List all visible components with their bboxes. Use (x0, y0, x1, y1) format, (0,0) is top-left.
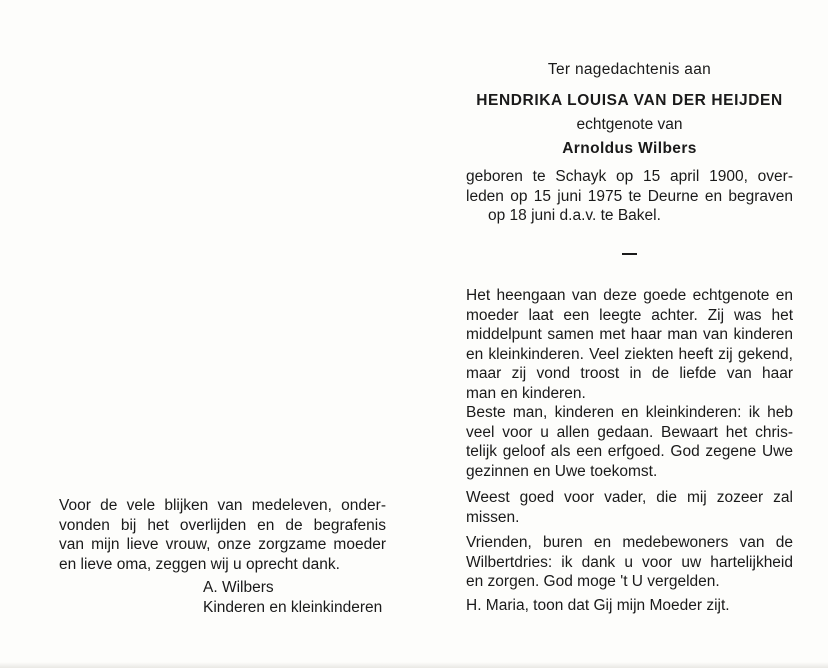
divider (622, 253, 637, 255)
message-paragraph (466, 488, 793, 527)
signature-line: Kinderen en kleinkinderen (203, 598, 383, 616)
biography (466, 167, 793, 226)
spouse-name: Arnoldus Wilbers (562, 140, 697, 157)
signature-block (203, 578, 403, 617)
message-paragraph (466, 403, 793, 481)
thank-you-note (59, 496, 386, 574)
signature-line: A. Wilbers (203, 579, 274, 596)
bio-line: op 18 juni d.a.v. te Bakel. (488, 207, 661, 224)
intro-line: Ter nagedachtenis aan (547, 61, 712, 78)
deceased-name: HENDRIKA LOUISA VAN DER HEIJDEN (476, 92, 783, 109)
text-line: middelpunt samen met haar man van kinderen (466, 326, 793, 343)
text-line: telijk geloof als een erfgoed. God zegene Uwe (466, 443, 793, 460)
text-line: Voor de vele blijken van medeleven, onder- (59, 497, 386, 514)
text-line: H. Maria, toon dat Gij mijn Moeder zijt. (466, 597, 730, 614)
bio-line: leden op 15 juni 1975 te Deurne en begraven (466, 187, 793, 205)
text-line: gezinnen en Uwe toekomst. (466, 462, 658, 480)
message-paragraph (466, 533, 793, 592)
text-line: Beste man, kinderen en kleinkinderen: ik heb (466, 404, 793, 421)
bio-line: geboren te Schayk op 15 april 1900, over- (466, 168, 793, 185)
text-line: Weest goed voor vader, die mij zozeer zal (466, 489, 793, 506)
text-line: Vrienden, buren en medebewoners van de (466, 534, 793, 551)
text-line: Het heengaan van deze goede echtgenote en (466, 287, 793, 304)
text-line: en zorgen. God moge 't U vergelden. (466, 573, 720, 590)
text-line: vonden bij het overlijden en de begrafenis (59, 516, 386, 534)
text-line: en kleinkinderen. Veel ziekten heeft zij gekend, (466, 345, 793, 363)
spouse-prefix: echtgenote van (576, 116, 683, 133)
card-bottom-edge (0, 662, 828, 668)
message-paragraph (466, 596, 793, 616)
text-line: man en kinderen. (466, 384, 586, 402)
text-line: en lieve oma, zeggen wij u oprecht dank. (59, 555, 340, 573)
text-line: maar zij vond troost in de liefde van haar (466, 365, 793, 382)
text-line: missen. (466, 508, 520, 526)
text-line: veel voor u allen gedaan. Bewaart het chris- (466, 423, 793, 441)
text-line: Wilbertdries: ik dank u voor uw hartelijkheid (466, 553, 793, 571)
text-line: van mijn lieve vrouw, onze zorgzame moeder (59, 536, 386, 553)
text-line: moeder laat een leegte achter. Zij was het (466, 306, 793, 324)
message-paragraph (466, 286, 793, 403)
